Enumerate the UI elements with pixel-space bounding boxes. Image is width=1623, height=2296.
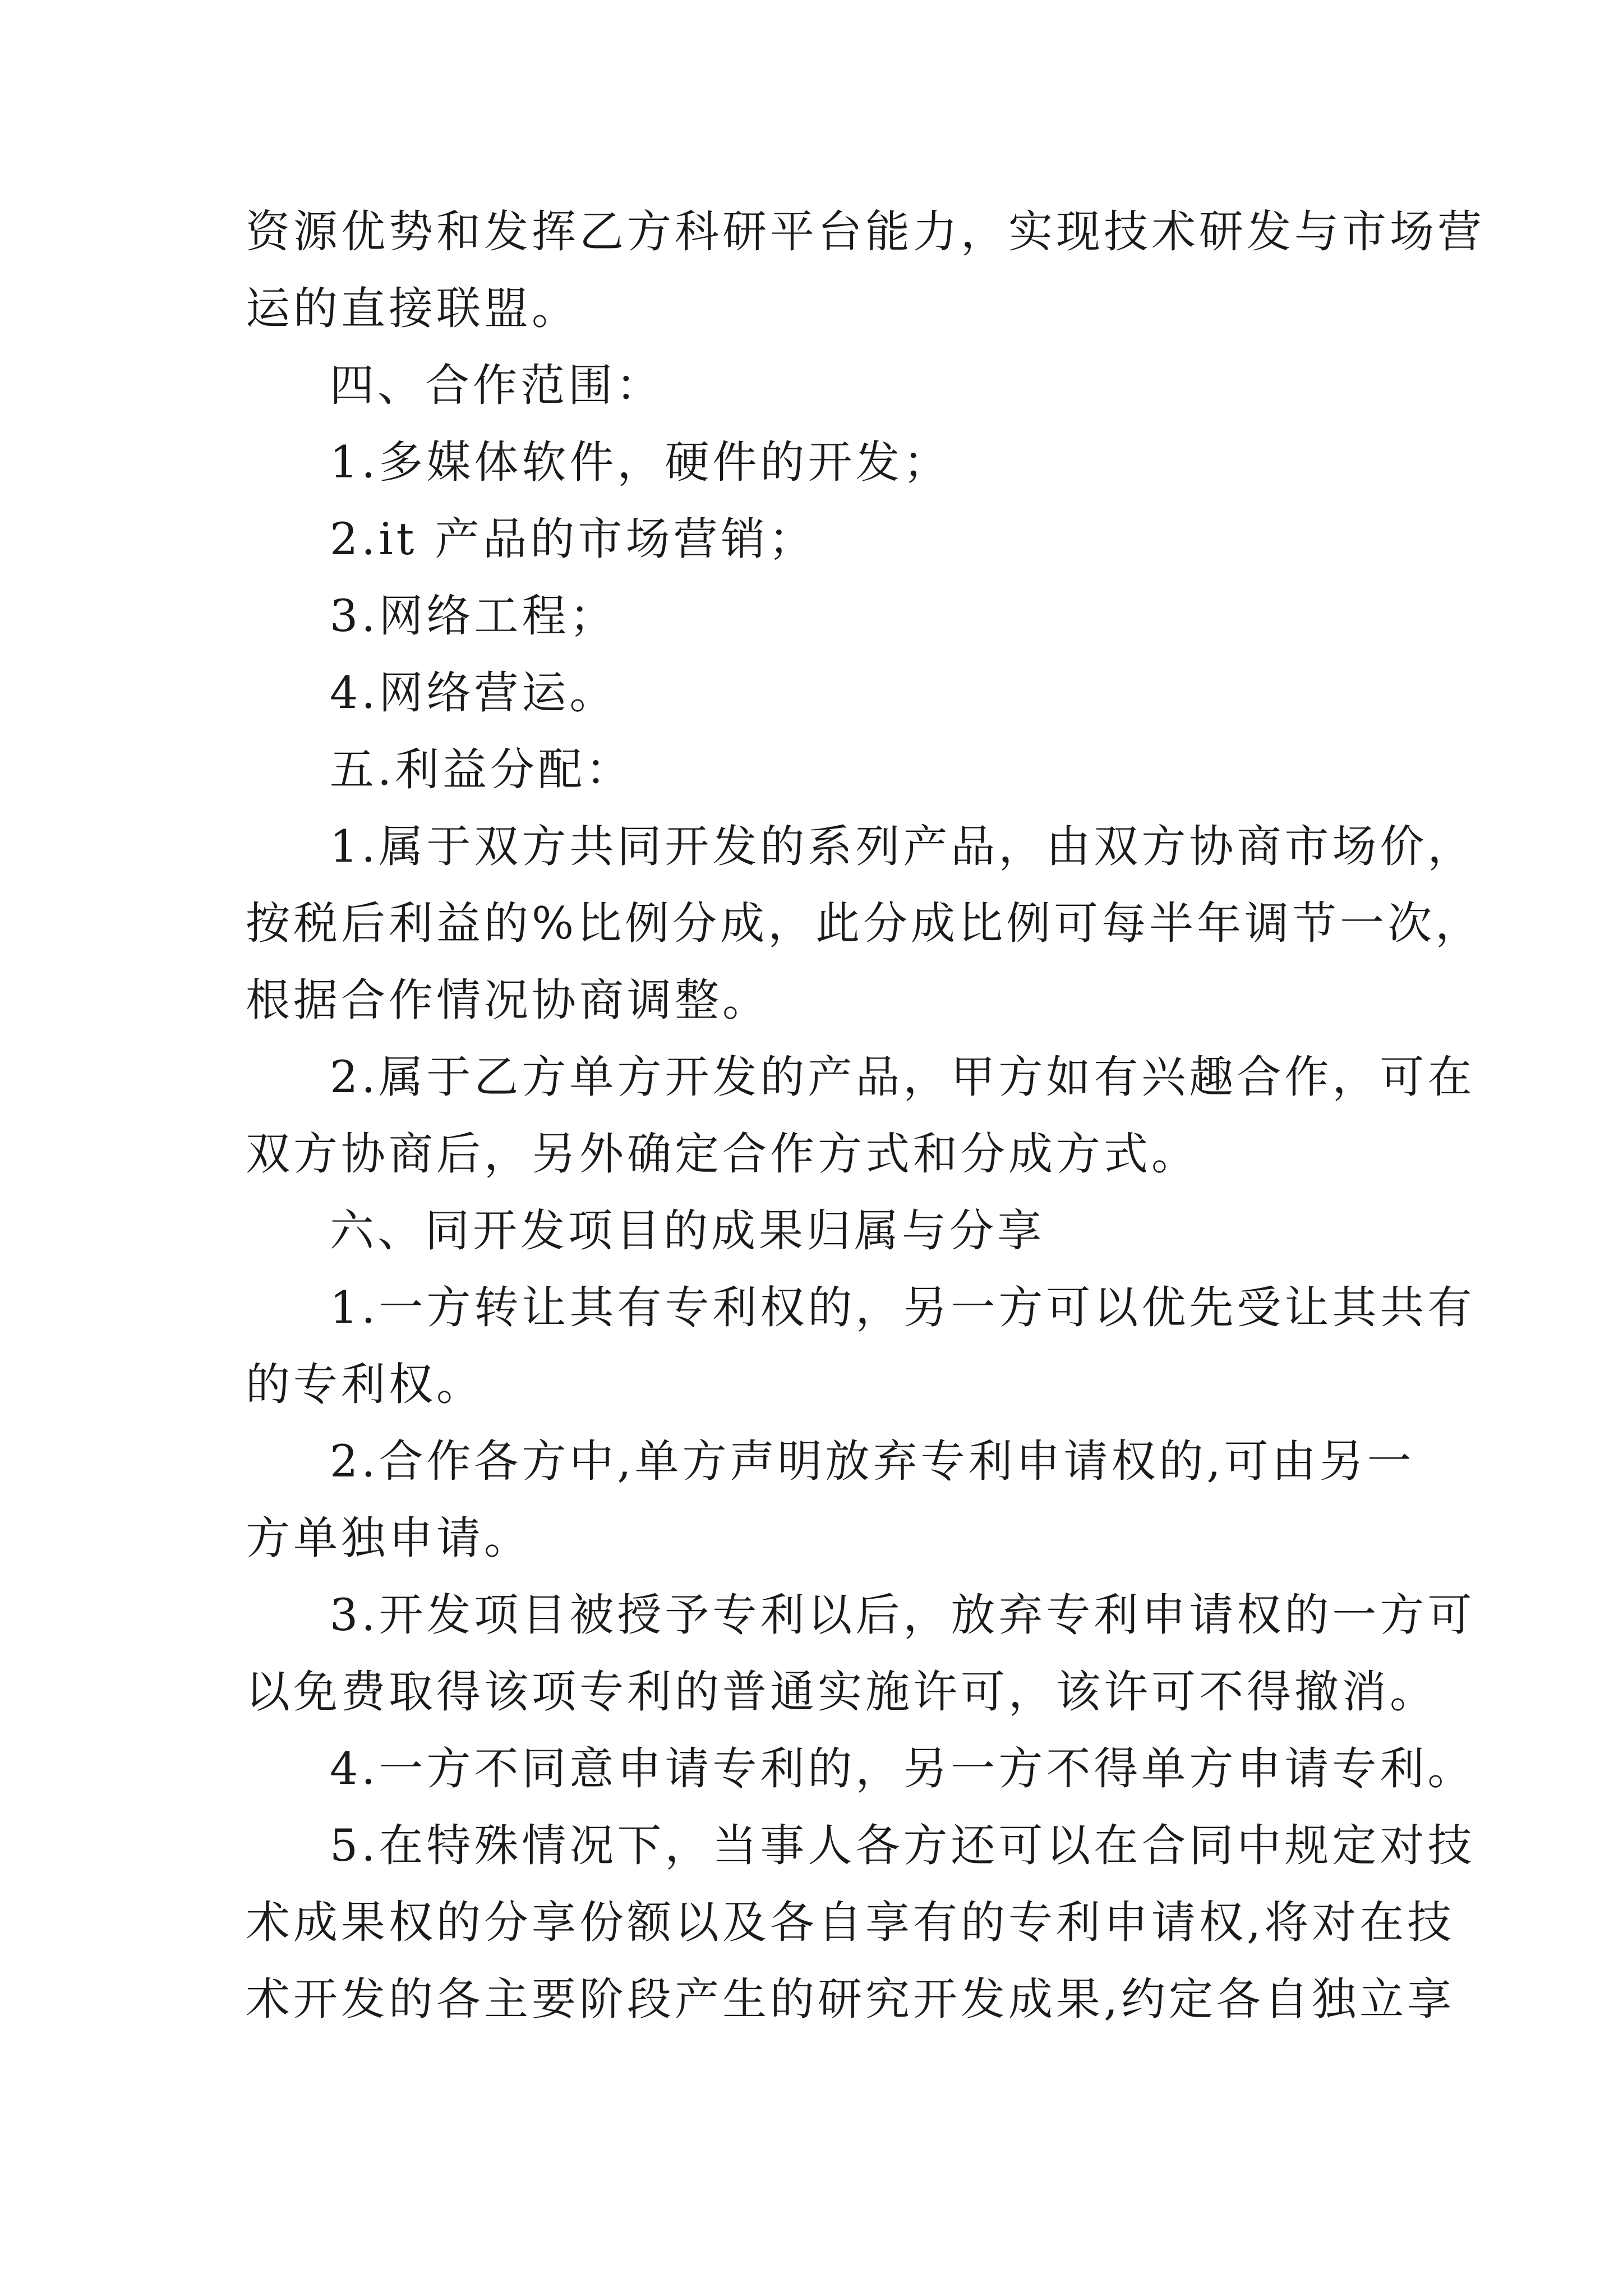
text-line: 5.在特殊情况下，当事人各方还可以在合同中规定对技: [330, 1820, 1476, 1871]
text-line: 1.一方转让其有专利权的，另一方可以优先受让其共有: [330, 1282, 1476, 1333]
text-line: 双方协商后，另外确定合作方式和分成方式。: [246, 1128, 1199, 1180]
text-line: 按税后利益的%比例分成，此分成比例可每半年调节一次，: [246, 898, 1483, 949]
text-line: 术成果权的分享份额以及各自享有的专利申请权,将对在技: [246, 1897, 1455, 1948]
document-body: [246, 194, 1485, 2038]
text-line: 2.属于乙方单方开发的产品，甲方如有兴趣合作，可在: [330, 1051, 1476, 1103]
text-line: 2.it 产品的市场营销；: [330, 513, 817, 565]
text-line: 方单独申请。: [246, 1512, 532, 1564]
text-line: 根据合作情况协商调整。: [246, 974, 770, 1026]
text-line: 六、同开发项目的成果归属与分享: [330, 1205, 1045, 1257]
text-line: 3.开发项目被授予专利以后，放弃专利申请权的一方可: [330, 1589, 1476, 1641]
text-line: 4.一方不同意申请专利的，另一方不得单方申请专利。: [330, 1743, 1476, 1795]
text-line: 资源优势和发挥乙方科研平台能力，实现技术研发与市场营: [246, 206, 1485, 257]
text-line: 运的直接联盟。: [246, 283, 579, 334]
text-line: 五.利益分配：: [330, 744, 634, 795]
text-line: 2.合作各方中,单方声明放弃专利申请权的,可由另一: [330, 1435, 1415, 1487]
text-line: 4.网络营运。: [330, 667, 617, 719]
text-line: 四、合作范围：: [330, 360, 663, 411]
text-line: 1.多媒体软件，硬件的开发；: [330, 436, 951, 488]
text-line: 1.属于双方共同开发的系列产品，由双方协商市场价，: [330, 821, 1476, 872]
text-line: 以免费取得该项专利的普通实施许可，该许可不得撤消。: [246, 1666, 1437, 1718]
text-line: 术开发的各主要阶段产生的研究开发成果,约定各自独立享: [246, 1973, 1455, 2025]
text-line: 3.网络工程；: [330, 590, 617, 642]
text-line: 的专利权。: [246, 1359, 484, 1410]
